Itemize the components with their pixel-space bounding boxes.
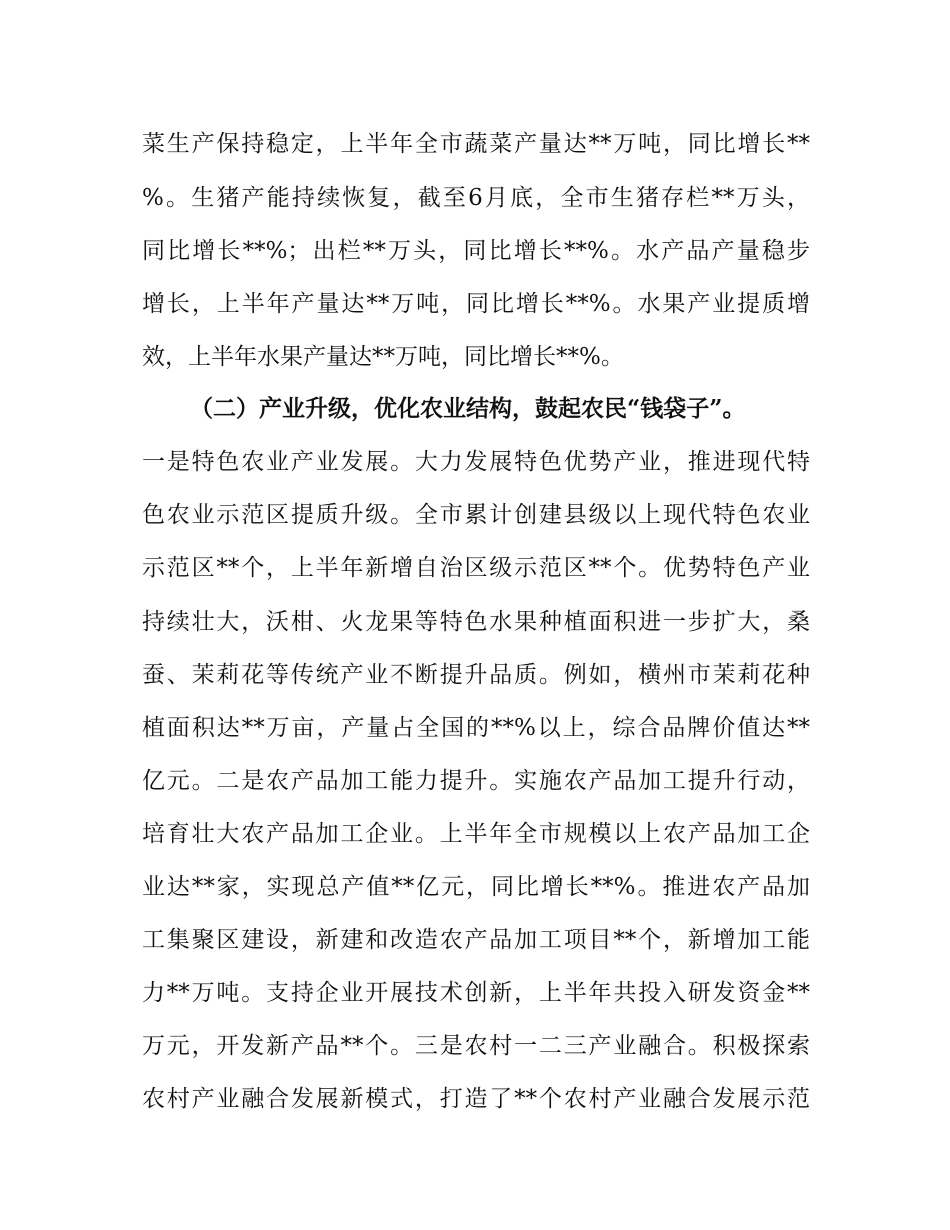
text-line: 示范区**个，上半年新增自治区级示范区**个。优势特色产业 — [142, 555, 810, 581]
text-line: 植面积达**万亩，产量占全国的**%以上，综合品牌价值达** — [142, 715, 810, 741]
text-line: 效，上半年水果产量达**万吨，同比增长**%。 — [142, 344, 624, 370]
text-line: %。生猪产能持续恢复，截至6月底，全市生猪存栏**万头， — [142, 185, 810, 211]
text-line: 一是特色农业产业发展。大力发展特色优势产业，推进现代特 — [142, 449, 810, 475]
text-line: 蚕、茉莉花等传统产业不断提升品质。例如，横州市茉莉花种 — [142, 662, 810, 688]
text-line: 菜生产保持稳定，上半年全市蔬菜产量达**万吨，同比增长** — [142, 131, 810, 157]
text-line: 业达**家，实现总产值**亿元，同比增长**%。推进农产品加 — [142, 874, 810, 900]
text-line: 农村产业融合发展新模式，打造了**个农村产业融合发展示范 — [142, 1086, 810, 1112]
text-line: 色农业示范区提质升级。全市累计创建县级以上现代特色农业 — [142, 502, 810, 528]
text-line: 持续壮大，沃柑、火龙果等特色水果种植面积进一步扩大，桑 — [142, 609, 810, 635]
text-line: 工集聚区建设，新建和改造农产品加工项目**个，新增加工能 — [142, 927, 810, 953]
text-line: 同比增长**%；出栏**万头，同比增长**%。水产品产量稳步 — [142, 238, 810, 264]
text-line: 培育壮大农产品加工企业。上半年全市规模以上农产品加工企 — [142, 821, 810, 847]
section-heading: （二）产业升级，优化农业结构，鼓起农民“钱袋子”。 — [190, 395, 746, 422]
text-line: 增长，上半年产量达**万吨，同比增长**%。水果产业提质增 — [142, 291, 810, 317]
text-line: 亿元。二是农产品加工能力提升。实施农产品加工提升行动， — [142, 768, 810, 794]
text-line: 力**万吨。支持企业开展技术创新，上半年共投入研发资金** — [142, 980, 810, 1006]
text-line: 万元，开发新产品**个。三是农村一二三产业融合。积极探索 — [142, 1033, 810, 1059]
